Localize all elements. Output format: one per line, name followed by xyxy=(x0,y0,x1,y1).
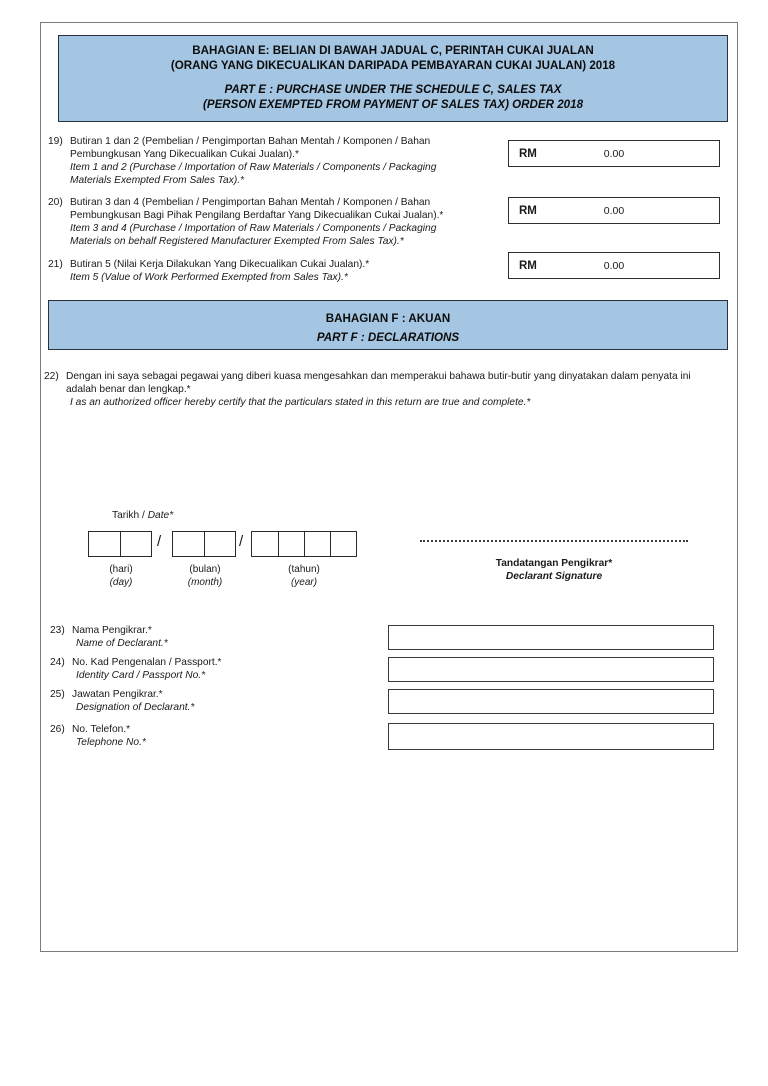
part-e-header xyxy=(58,35,728,122)
field-24-number: 24) xyxy=(50,657,65,668)
year-caption-en: (year) xyxy=(290,577,318,588)
item-19-amount-box[interactable] xyxy=(508,140,720,167)
date-year-cell-2[interactable] xyxy=(278,532,304,556)
field-25-label-en: Designation of Declarant.* xyxy=(76,702,195,713)
part-f-header xyxy=(48,300,728,350)
day-caption-en: (day) xyxy=(109,577,133,588)
field-25-label-my: Jawatan Pengikrar.* xyxy=(72,689,163,700)
date-year-cell-3[interactable] xyxy=(304,532,330,556)
part-f-title-en: PART F : DECLARATIONS xyxy=(316,331,460,344)
item-22-declaration xyxy=(44,370,706,409)
part-e-title-my-line2: (ORANG YANG DIKECUALIKAN DARIPADA PEMBAYARAN CUKAI JUALAN) 2018 xyxy=(170,59,616,72)
field-24-label-my: No. Kad Pengenalan / Passport.* xyxy=(72,657,222,668)
item-19-number: 19) xyxy=(48,136,63,147)
month-caption-en: (month) xyxy=(187,577,223,588)
day-caption xyxy=(88,563,154,589)
item-21-label-en: Item 5 (Value of Work Performed Exempted from Sales Tax).* xyxy=(70,272,348,283)
date-label xyxy=(112,510,173,521)
date-month-cell-2[interactable] xyxy=(204,532,235,556)
field-24-input[interactable] xyxy=(388,657,714,682)
item-19 xyxy=(48,135,476,187)
date-year-cell-1[interactable] xyxy=(252,532,278,556)
year-caption xyxy=(251,563,357,589)
date-day-cell-2[interactable] xyxy=(120,532,151,556)
date-label-my: Tarikh / xyxy=(112,510,145,521)
date-month-cell-1[interactable] xyxy=(173,532,204,556)
field-25-input[interactable] xyxy=(388,689,714,714)
item-20 xyxy=(48,196,476,248)
part-f-title-my: BAHAGIAN F : AKUAN xyxy=(325,312,451,325)
item-20-label-en: Item 3 and 4 (Purchase / Importation of Raw Materials / Components / Packaging Materials on behalf Registered Manufacturer Exempted From Sales Tax).* xyxy=(70,223,437,247)
month-caption-my: (bulan) xyxy=(189,564,221,575)
field-23-label xyxy=(50,624,380,650)
field-25-number: 25) xyxy=(50,689,65,700)
date-year-cell-4[interactable] xyxy=(330,532,356,556)
date-day-cell-1[interactable] xyxy=(89,532,120,556)
item-19-currency-label: RM xyxy=(519,147,537,160)
item-21 xyxy=(48,258,476,284)
item-20-number: 20) xyxy=(48,197,63,208)
field-23-label-en: Name of Declarant.* xyxy=(76,638,168,649)
item-19-label-my: Butiran 1 dan 2 (Pembelian / Pengimportan Bahan Mentah / Komponen / Bahan Pembungkusan Yang Dikecualikan Cukai Jualan).* xyxy=(70,136,431,160)
date-year-group xyxy=(251,531,357,557)
field-23-input[interactable] xyxy=(388,625,714,650)
date-separator-1: / xyxy=(157,533,162,550)
signature-caption xyxy=(420,557,688,583)
declaration-text-en: I as an authorized officer hereby certify that the particulars stated in this return are true and complete.* xyxy=(70,397,531,408)
field-26-label xyxy=(50,723,380,749)
day-caption-my: (hari) xyxy=(109,564,133,575)
field-26-number: 26) xyxy=(50,724,65,735)
item-21-label-my: Butiran 5 (Nilai Kerja Dilakukan Yang Dikecualikan Cukai Jualan).* xyxy=(70,259,370,270)
field-24-label-en: Identity Card / Passport No.* xyxy=(76,670,206,681)
signature-caption-en: Declarant Signature xyxy=(505,571,603,582)
item-20-amount-box[interactable] xyxy=(508,197,720,224)
field-26-label-en: Telephone No.* xyxy=(76,737,146,748)
item-19-label-en: Item 1 and 2 (Purchase / Importation of Raw Materials / Components / Packaging Materials Exempted From Sales Tax).* xyxy=(70,162,437,186)
year-caption-my: (tahun) xyxy=(288,564,320,575)
item-22-number: 22) xyxy=(44,371,59,382)
date-day-group xyxy=(88,531,152,557)
signature-line[interactable] xyxy=(420,534,688,542)
item-20-amount-value: 0.00 xyxy=(603,204,625,217)
declaration-text-my: Dengan ini saya sebagai pegawai yang diberi kuasa mengesahkan dan memperakui bahawa butir-butir yang dinyatakan dalam penyata ini adalah benar dan lengkap.* xyxy=(66,371,691,395)
part-e-title-en-line2: (PERSON EXEMPTED FROM PAYMENT OF SALES TAX) ORDER 2018 xyxy=(202,98,584,111)
date-separator-2: / xyxy=(239,533,244,550)
item-21-amount-box[interactable] xyxy=(508,252,720,279)
item-19-amount-value: 0.00 xyxy=(603,147,625,160)
signature-caption-my: Tandatangan Pengikrar* xyxy=(495,558,613,569)
date-label-en: Date* xyxy=(147,510,174,521)
item-20-currency-label: RM xyxy=(519,204,537,217)
field-23-number: 23) xyxy=(50,625,65,636)
month-caption xyxy=(172,563,238,589)
item-21-amount-value: 0.00 xyxy=(603,259,625,272)
part-e-title-my-line1: BAHAGIAN E: BELIAN DI BAWAH JADUAL C, PERINTAH CUKAI JUALAN xyxy=(192,44,594,57)
field-26-label-my: No. Telefon.* xyxy=(72,724,131,735)
item-20-label-my: Butiran 3 dan 4 (Pembelian / Pengimportan Bahan Mentah / Komponen / Bahan Pembungkusan Bagi Pihak Pengilang Berdaftar Yang Dikecualikan Cukai Jualan).* xyxy=(70,197,444,221)
field-26-input[interactable] xyxy=(388,723,714,750)
field-24-label xyxy=(50,656,380,682)
item-21-number: 21) xyxy=(48,259,63,270)
item-21-currency-label: RM xyxy=(519,259,537,272)
date-month-group xyxy=(172,531,236,557)
field-23-label-my: Nama Pengikrar.* xyxy=(72,625,152,636)
field-25-label xyxy=(50,688,380,714)
part-e-title-en-line1: PART E : PURCHASE UNDER THE SCHEDULE C, SALES TAX xyxy=(224,83,562,96)
